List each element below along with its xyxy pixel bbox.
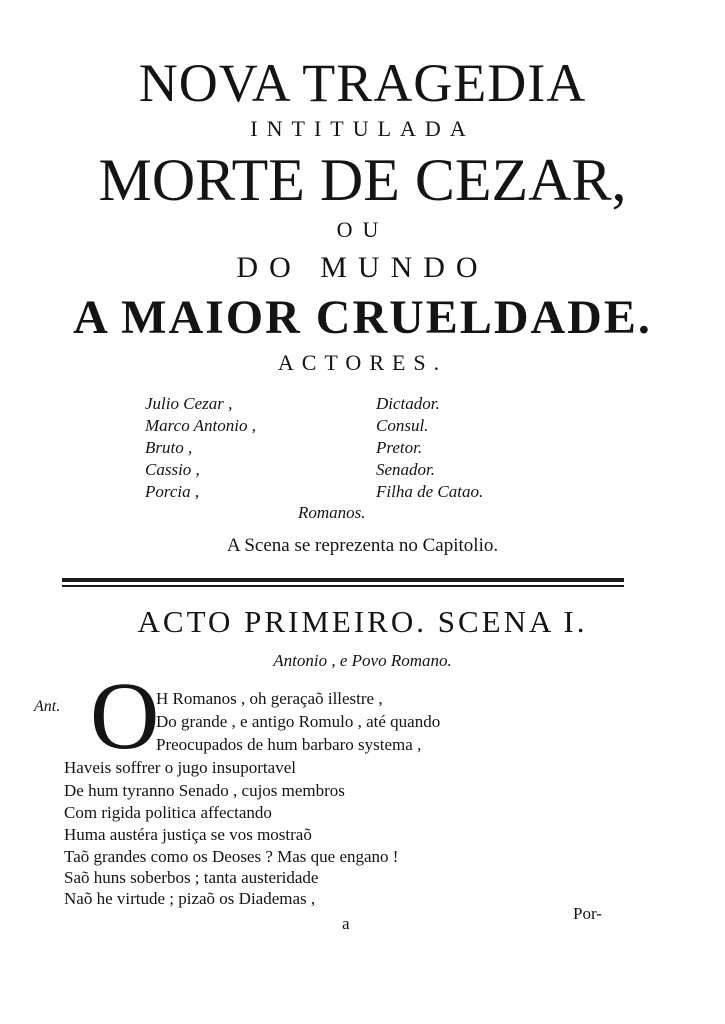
actor-role: Filha de Catao. [376,482,484,501]
title-line-nova-tragedia: NOVA TRAGEDIA [138,53,587,113]
verse-line: De hum tyranno Senado , cujos membros [64,781,345,800]
verse-line: H Romanos , oh geraçaõ illestre , [156,689,383,708]
actor-name: Porcia , [145,482,200,501]
catchword: Por- [573,904,602,923]
actor-role: Senador. [376,460,436,479]
title-line-do-mundo: DO MUNDO [236,251,489,284]
actors-group-label: Romanos. [298,503,366,522]
actors-heading: ACTORES. [277,350,448,375]
verse-line: Preocupados de hum barbaro systema , [156,735,422,754]
actor-role: Consul. [376,416,429,435]
verse-line: Taõ grandes como os Deoses ? Mas que engano ! [64,847,399,866]
ornamental-rule-bottom [62,585,624,587]
title-line-ou: OU [336,217,389,242]
drop-cap: O [90,662,160,769]
actor-role: Dictador. [376,394,440,413]
title-line-intitulada: INTITULADA [250,116,475,141]
actor-name: Marco Antonio , [145,416,256,435]
verse-line: Com rigida politica affectando [64,803,272,822]
signature-mark: a [342,914,350,933]
actor-role: Pretor. [376,438,423,457]
actor-name: Julio Cezar , [145,394,233,413]
title-line-maior-crueldade: A MAIOR CRUELDADE. [73,291,652,344]
verse-line: Naõ he virtude ; pizaõ os Diademas , [64,889,316,908]
speaker-label: Ant. [34,698,61,715]
actor-name: Cassio , [145,460,200,479]
verse-line: Do grande , e antigo Romulo , até quando [156,712,441,731]
verse-line: Haveis soffrer o jugo insuportavel [64,758,296,777]
title-line-morte-de-cezar: MORTE DE CEZAR, [98,147,627,213]
verse-line: Huma austéra justiça se vos mostraõ [64,825,312,844]
actor-name: Bruto , [145,438,193,457]
act-title: ACTO PRIMEIRO. SCENA I. [137,604,588,639]
act-subtitle: Antonio , e Povo Romano. [273,651,452,670]
verse-line: Saõ huns soberbos ; tanta austeridade [64,868,319,887]
ornamental-rule-top [62,578,624,582]
scene-note: A Scena se reprezenta no Capitolio. [226,535,499,556]
